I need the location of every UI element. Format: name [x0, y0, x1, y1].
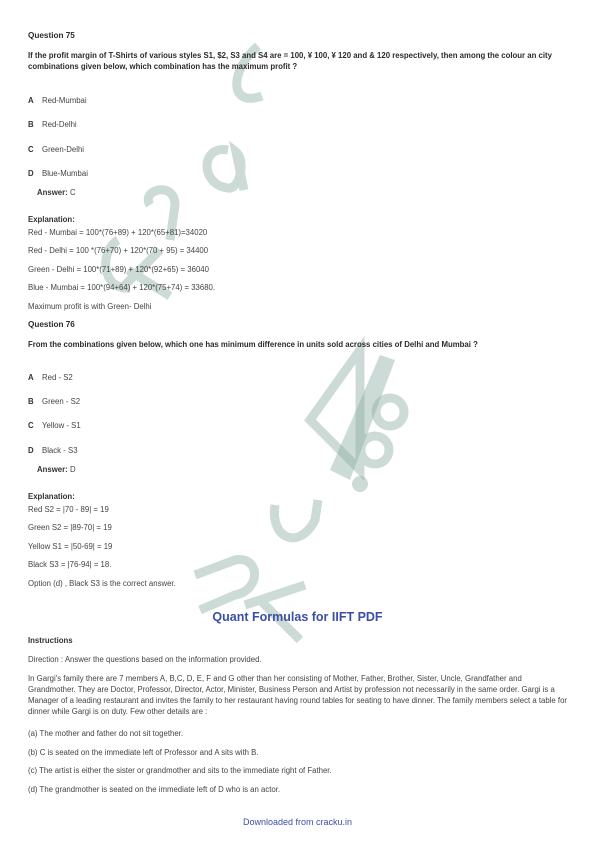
instructions-point: (a) The mother and father do not sit together. [28, 729, 184, 738]
option-letter: B [28, 397, 34, 406]
q75-option-d[interactable] [28, 169, 88, 178]
option-letter: D [28, 169, 34, 178]
answer-value: D [69, 465, 76, 474]
option-text: Red-Delhi [42, 120, 77, 129]
option-letter: B [28, 120, 34, 129]
question-75-title: Question 75 [28, 31, 75, 40]
option-letter: A [28, 96, 34, 105]
option-text: Yellow - S1 [42, 421, 81, 430]
q76-explanation-line: Yellow S1 = |50-69| = 19 [28, 542, 113, 551]
option-letter: D [28, 446, 34, 455]
q75-explanation-line: Blue - Mumbai = 100*(94+64) + 120*(75+74) = 33680. [28, 283, 216, 292]
answer-label: Answer: [37, 465, 68, 474]
q75-explanation-line: Maximum profit is with Green- Delhi [28, 302, 152, 311]
option-text: Black - S3 [42, 446, 78, 455]
option-text: Red-Mumbai [42, 96, 87, 105]
q76-explanation-line: Option (d) , Black S3 is the correct answer. [28, 579, 176, 588]
question-76-title: Question 76 [28, 320, 75, 329]
instructions-direction: Direction : Answer the questions based on the information provided. [28, 655, 262, 664]
q75-answer [37, 188, 76, 197]
quant-formulas-link[interactable]: Quant Formulas for IIFT PDF [212, 610, 383, 624]
q75-explanation-line: Green - Delhi = 100*(71+89) + 120*(92+65) = 36040 [28, 265, 209, 274]
q75-explanation-line: Red - Mumbai = 100*(76+89) + 120*(65+81)=34020 [28, 228, 208, 237]
instructions-paragraph: In Gargi's family there are 7 members A, B,C, D, E, F and G other than her consisting of Mother, Father, Brother, Sister, Uncle, Grandfather and Grandmother. They are Doctor, Professor, Director, Actor, Minister, Business Person and Artist by profession not necessarily in the same order. Gargi is a Manager of a leading restaurant and invites the family to her restaurant having round tables for seating to have dinner. The family members select a table for dinner while Gargi is on duty. Few other details are : [28, 674, 568, 716]
option-text: Red - S2 [42, 373, 73, 382]
option-text: Green - S2 [42, 397, 81, 406]
q76-explanation-line: Green S2 = |89-70| = 19 [28, 523, 112, 532]
option-letter: C [28, 421, 34, 430]
q75-option-c[interactable] [28, 145, 84, 154]
option-letter: A [28, 373, 34, 382]
option-text: Green-Delhi [42, 145, 85, 154]
q76-answer [37, 465, 76, 474]
instructions-point: (c) The artist is either the sister or grandmother and sits to the immediate right of Father. [28, 766, 332, 775]
q76-explanation-heading: Explanation: [28, 492, 75, 501]
option-letter: C [28, 145, 34, 154]
instructions-heading: Instructions [28, 636, 73, 645]
q76-option-c[interactable] [28, 421, 81, 430]
q75-option-a[interactable] [28, 96, 87, 105]
q76-explanation-line: Red S2 = |70 - 89| = 19 [28, 505, 109, 514]
footer-download-link[interactable]: Downloaded from cracku.in [242, 817, 353, 827]
q75-explanation-line: Red - Delhi = 100 *(76+70) + 120*(70 + 95) = 34400 [28, 246, 209, 255]
answer-label: Answer: [37, 188, 68, 197]
answer-value: C [69, 188, 76, 197]
option-text: Blue-Mumbai [42, 169, 88, 178]
instructions-point: (d) The grandmother is seated on the immediate left of D who is an actor. [28, 785, 281, 794]
instructions-point: (b) C is seated on the immediate left of Professor and A sits with B. [28, 748, 259, 757]
q76-option-a[interactable] [28, 373, 73, 382]
q76-option-d[interactable] [28, 446, 78, 455]
q75-explanation-heading: Explanation: [28, 215, 75, 224]
question-76-text: From the combinations given below, which one has minimum difference in units sold across cities of Delhi and Mumbai ? [28, 340, 478, 349]
question-75-text: If the profit margin of T-Shirts of various styles S1, $2, S3 and S4 are = 100, ¥ 100, ¥ 120 and & 120 respectively, then among the colour an city combinations given below, which combination has the maximum profit ? [28, 51, 552, 71]
q75-option-b[interactable] [28, 120, 77, 129]
q76-explanation-line: Black S3 = |76-94| = 18. [28, 560, 112, 569]
q76-option-b[interactable] [28, 397, 80, 406]
